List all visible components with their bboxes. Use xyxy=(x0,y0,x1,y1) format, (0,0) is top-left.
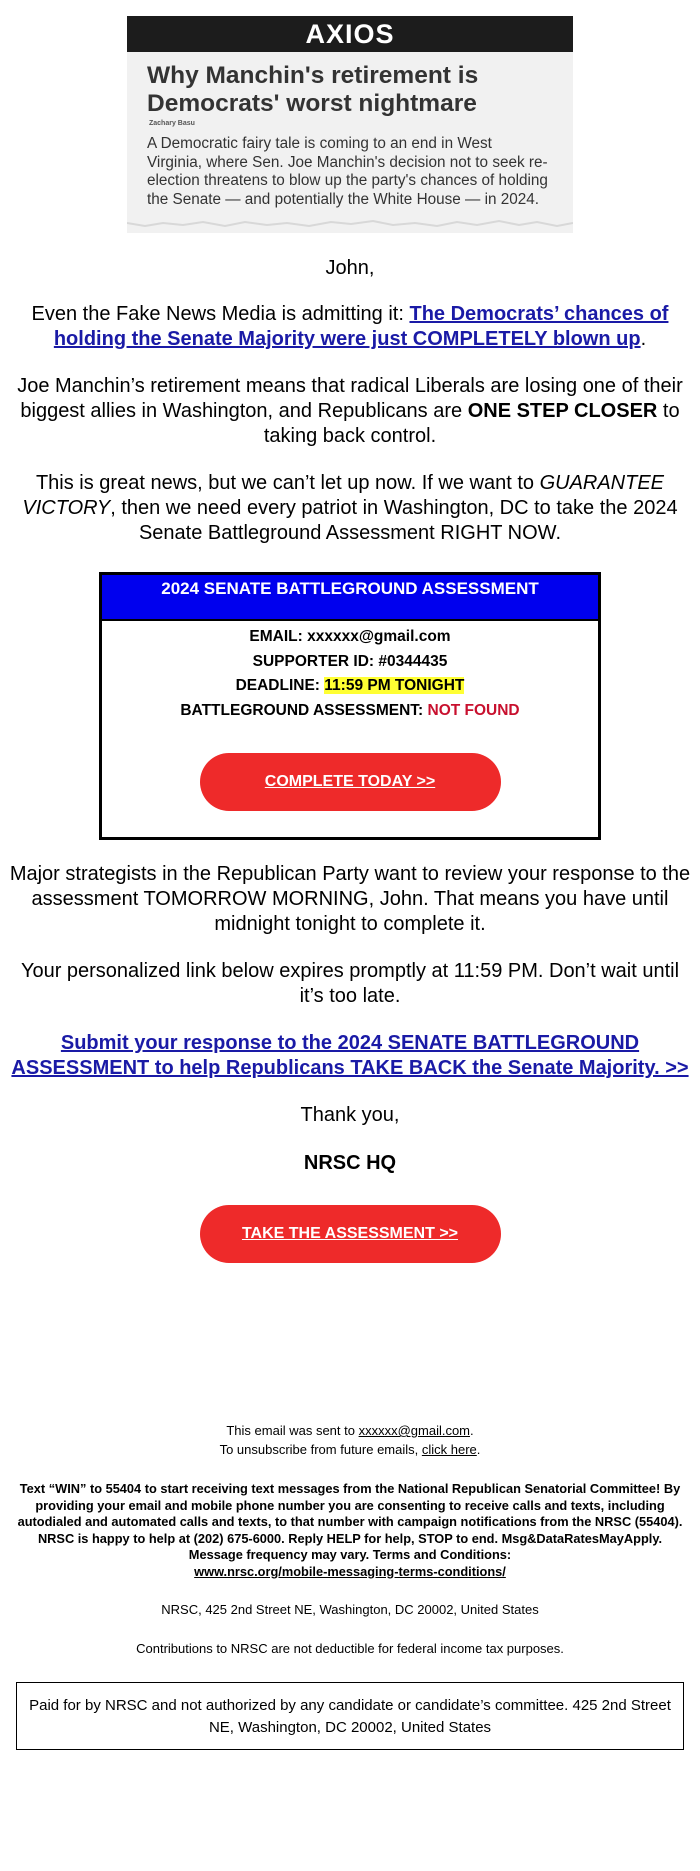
p3-italic: GUARANTEE VICTORY xyxy=(22,472,665,519)
terms-link[interactable]: www.nrsc.org/mobile-messaging-terms-conditions/ xyxy=(194,1563,506,1579)
supporter-id: #0344435 xyxy=(378,652,448,670)
deadline-label: DEADLINE: xyxy=(235,677,325,694)
p2-bold: ONE STEP CLOSER xyxy=(467,400,658,422)
sent-to-text: This email was sent to xyxy=(226,1423,359,1438)
p1-text: Even the Fake News Media is admitting it: xyxy=(31,303,410,325)
email-value: xxxxxx@gmail.com xyxy=(307,628,451,645)
torn-edge xyxy=(127,213,573,233)
p2-text: Joe Manchin’s retirement means that radical Liberals are losing one of their biggest allies in Washington, and Republicans are xyxy=(17,375,683,422)
unsubscribe-link[interactable]: click here xyxy=(421,1442,477,1457)
email-body xyxy=(8,16,692,1750)
assessment-title: 2024 SENATE BATTLEGROUND ASSESSMENT xyxy=(102,575,598,621)
axios-article-image[interactable] xyxy=(127,16,573,233)
recipient-email-link[interactable]: xxxxxx@gmail.com xyxy=(358,1423,471,1438)
greeting: John, xyxy=(325,257,375,279)
axios-header-bar xyxy=(127,16,573,52)
deadline-row xyxy=(102,674,598,699)
status-value: NOT FOUND xyxy=(427,701,520,719)
thanks: Thank you, xyxy=(300,1104,400,1126)
status-row xyxy=(102,699,598,724)
submit-response-link[interactable]: Submit your response to the 2024 SENATE BATTLEGROUND ASSESSMENT to help Republicans TAKE BACK the Senate Majority. >> xyxy=(11,1032,689,1079)
p3-end: , then we need every patriot in Washington, DC to take the 2024 Senate Battleground Assessment RIGHT NOW. xyxy=(110,497,678,544)
deadline-value: 11:59 PM TONIGHT xyxy=(324,677,465,694)
article-headline: Why Manchin's retirement is Democrats' worst nightmare xyxy=(147,62,479,117)
cta-paragraph xyxy=(8,1031,692,1081)
sms-text: Text “WIN” to 55404 to start receiving text messages from the National Republican Senatorial Committee! By providing your email and mobile phone number you are consenting to receive calls and texts, including autodialed and automated calls and texts, to that number with campaign notifications from the NRSC (55404). NRSC is happy to help at (202) 675-6000. Reply HELP for help, STOP to end. Msg&DataRatesMayApply. Message frequency may vary. Terms and Conditions: xyxy=(17,1481,683,1562)
take-assessment-button[interactable]: TAKE THE ASSESSMENT >> xyxy=(200,1205,501,1263)
footer xyxy=(8,1421,692,1658)
paragraph-3 xyxy=(8,471,692,546)
unsubscribe-line xyxy=(8,1440,692,1459)
supporter-row xyxy=(102,650,598,675)
paragraph-5: Your personalized link below expires promptly at 11:59 PM. Don’t wait until it’s too late. xyxy=(20,960,680,1007)
p2-end: to taking back control. xyxy=(263,400,680,447)
p1-end: . xyxy=(640,328,647,350)
sms-disclaimer xyxy=(8,1481,692,1580)
paragraph-1 xyxy=(8,302,692,352)
democrats-chances-link[interactable]: The Democrats’ chances of holding the Senate Majority were just COMPLETELY blown up xyxy=(53,303,669,350)
paragraph-2 xyxy=(8,374,692,449)
assessment-box xyxy=(99,572,601,840)
email-label: EMAIL: xyxy=(249,628,308,645)
tax-disclaimer: Contributions to NRSC are not deductible for federal income tax purposes. xyxy=(136,1641,564,1656)
axios-logo: AXIOS xyxy=(305,18,395,49)
mailing-address: NRSC, 425 2nd Street NE, Washington, DC 20002, United States xyxy=(161,1602,539,1617)
paragraph-4: Major strategists in the Republican Party want to review your response to the assessment TOMORROW MORNING, John. That means you have until midnight tonight to complete it. xyxy=(9,863,691,935)
complete-today-button[interactable]: COMPLETE TODAY >> xyxy=(200,753,501,811)
paid-for-box: Paid for by NRSC and not authorized by any candidate or candidate’s committee. 425 2nd Street NE, Washington, DC 20002, United States xyxy=(16,1682,684,1750)
assessment-details xyxy=(102,621,598,723)
article-byline: Zachary Basu xyxy=(149,120,195,127)
unsubscribe-end: . xyxy=(476,1442,481,1457)
status-label: BATTLEGROUND ASSESSMENT: xyxy=(180,701,428,719)
sent-to-end: . xyxy=(470,1423,474,1438)
p3-text: This is great news, but we can’t let up now. If we want to xyxy=(35,472,540,494)
unsubscribe-text: To unsubscribe from future emails, xyxy=(219,1442,422,1457)
signature: NRSC HQ xyxy=(303,1152,397,1174)
sent-to-line xyxy=(8,1421,692,1440)
article-dek: A Democratic fairy tale is coming to an end in West Virginia, where Sen. Joe Manchin's decision not to seek re-election threatens to blow up the party's chances of holding the Senate — and potentially the White House — in 2024. xyxy=(147,135,548,208)
supporter-label: SUPPORTER ID: xyxy=(252,652,379,670)
email-row xyxy=(102,625,598,650)
